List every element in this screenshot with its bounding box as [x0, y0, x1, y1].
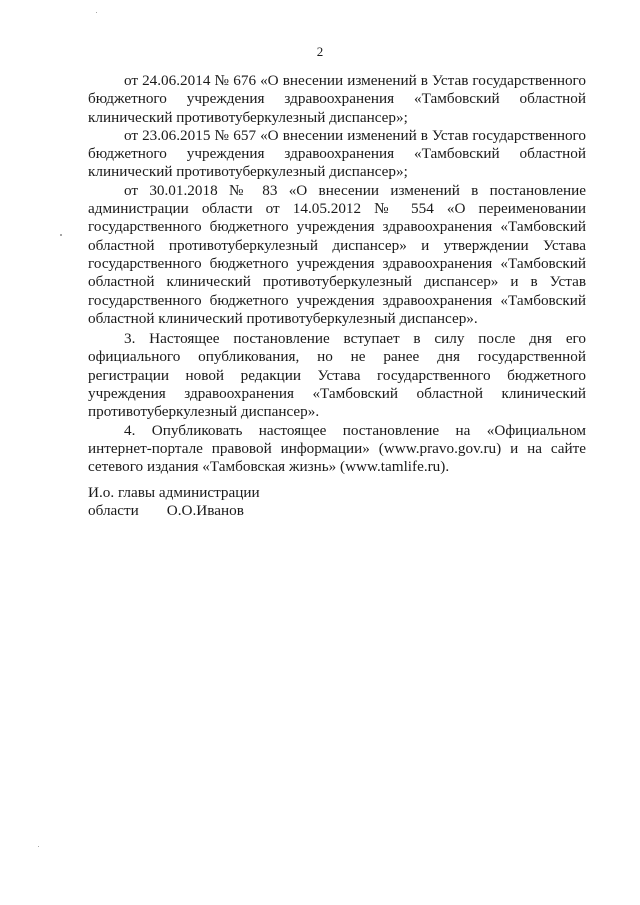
paragraph-amendment-2014: от 24.06.2014 № 676 «О внесении изменений в Устав государственного бюджетного учреждения здравоохранения «Тамбовский областной клинический противотуберкулезный диспансер»;	[88, 72, 586, 126]
paragraph-clause-4: 4. Опубликовать настоящее постановление на «Официальном интернет-портале правовой информации» (www.pravo.gov.ru) и на сайте сетевого издания «Тамбовская жизнь» (www.tamlife.ru).	[88, 421, 586, 476]
paragraph-clause-3: 3. Настоящее постановление вступает в силу после дня его официального опубликования, но не ранее дня государственной регистрации новой редакции Устава государственного бюджетного учреждения здравоохранения «Тамбовский областной клинический противотуберкулезный диспансер».	[88, 330, 586, 421]
signatory-name: О.О.Иванов	[166, 502, 244, 519]
paragraph-amendment-2015: от 23.06.2015 № 657 «О внесении изменений в Устав государственного бюджетного учреждения здравоохранения «Тамбовский областной клинический противотуберкулезный диспансер»;	[88, 126, 586, 181]
paragraph-amendment-2018: от 30.01.2018 № 83 «О внесении изменений в постановление администрации области от 14.05.2012 № 554 «О переименовании государственного бюджетного учреждения здравоохранения «Тамбовский областной противотуберкулезный диспансер» и утверждении Устава государственного бюджетного учреждения здравоохранения «Тамбовский областной клинический противотуберкулезный диспансер» и в Устав государственного бюджетного учреждения здравоохранения «Тамбовский областной клинический противотуберкулезный диспансер».	[88, 181, 586, 327]
signature-title-line2: области	[88, 502, 139, 519]
scan-speck	[96, 12, 97, 13]
signature-block	[88, 484, 260, 520]
scan-speck	[60, 234, 62, 236]
signature-title-line1: И.о. главы администрации	[88, 484, 260, 501]
page-number: 2	[316, 44, 324, 59]
document-body	[88, 72, 586, 477]
scan-speck	[38, 846, 39, 847]
signature-title-line2-row	[88, 502, 260, 520]
